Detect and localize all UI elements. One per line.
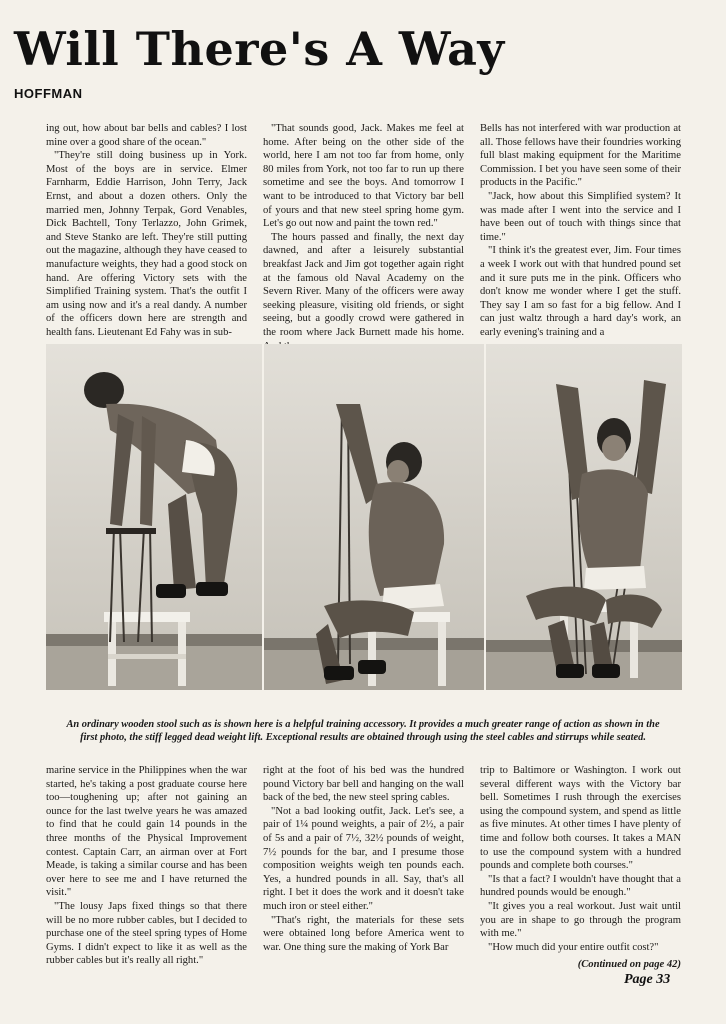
bottom-column-2 <box>263 764 464 972</box>
paragraph: "I think it's the greatest ever, Jim. Four times a week I work out with that hundred pound set and it sure puts me in the pink. Officers who don't know me wonder where I get the stuff. They say I am so fast for a big fellow. And I can just waltz through a hard day's work, an early evening's training and a <box>480 245 681 338</box>
top-column-3 <box>480 122 681 353</box>
seated-cables-illustration <box>486 344 682 690</box>
bottom-text-columns <box>46 764 682 972</box>
paragraph: trip to Baltimore or Washington. I work out several different ways with the Victory bar bell. Sometimes I rush through the exercises using the compound system, and spend as little as five minutes. At other times I have plenty of time and follow both courses. It takes a MAN to use the compound system with a hundred pounds and complete both courses." <box>480 765 681 872</box>
page-number: Page 33 <box>624 972 671 987</box>
paragraph: "That's right, the materials for these sets were obtained long before America went to war. One thing sure the making of York Bar <box>263 914 464 953</box>
continued-notice: (Continued on page 42) <box>577 959 681 971</box>
paragraph: ing out, how about bar bells and cables? I lost mine over a good share of the ocean." <box>46 123 247 148</box>
paragraph: "Jack, how about this Simplified system? It was made after I went into the service and I have been out of touch with things since that time." <box>480 190 681 243</box>
photo-strip <box>46 344 682 690</box>
paragraph: "It gives you a real workout. Just wait until you are in shape to go through the program with me." <box>480 900 681 940</box>
paragraph: "How much did your entire outfit cost?" <box>488 941 659 953</box>
paragraph: right at the foot of his bed was the hundred pound Victory bar bell and hanging on the wall back of the bed, the new steel spring cables. <box>263 765 464 804</box>
seated-press-illustration <box>264 344 484 690</box>
author-byline: HOFFMAN <box>14 86 83 101</box>
paragraph: "That sounds good, Jack. Makes me feel at home. After being on the other side of the world, here I am not too far from home, only 80 miles from York, not too far to run up there sometime and see the boys. And tomorrow I want to be introduced to that Victory bar bell of yours and that new steel spring home gym. Let's go out now and paint the town red." <box>263 123 464 230</box>
paragraph: "The lousy Japs fixed things so that there will be no more rubber cables, but I decided to purchase one of the steel spring types of Home Gyms. I didn't expect to like it as well as the rubber cables but it's really all right." <box>46 900 247 967</box>
paragraph: The hours passed and finally, the next day dawned, and after a leisurely substantial breakfast Jack and Jim got together again right at the famous old Naval Academy on the Severn River. Many of the officers were away seeking pleasure, visiting old friends, or sight seeing, but a goodly crowd were gathered in the room where Jack Burnett made his home. <box>263 231 464 338</box>
article-title: Will There's A Way <box>14 22 505 76</box>
paragraph: "Is that a fact? I wouldn't have thought that a hundred pounds would be enough." <box>480 873 681 899</box>
paragraph: "Not a bad looking outfit, Jack. Let's see, a pair of 1¼ pound weights, a pair of 2½, a pair of 5s and a pair of 7½, 32½ pounds of weight, 7½ pounds for the bar, and I presume those composition weights weigh ten pounds each. Yes, a hundred pounds in all. Say, that's all right. I bet it does the work and it doesn't take much iron or steel either." <box>263 805 464 912</box>
top-text-columns <box>46 122 682 353</box>
photo-caption: An ordinary wooden stool such as is shown here is a helpful training accessory. It provides a much greater range of action as shown in the first photo, the stiff legged dead weight lift. Exceptional results are obtained through using the steel cables and stirrups while seated. <box>66 719 660 743</box>
paragraph: "They're still doing business up in York. Most of the boys are in service. Elmer Farnharm, Eddie Harrison, John Terry, Jack Ernst, and about a dozen others. Only the married men, Johnny Terpak, Gord Venables, Dick Bachtell, Tony Terlazzo, John Grimek, and Steve Stanko are left. They're still putting out the magazine, although they have ceased to manufacture weights, they had a good stock on hand. Are offering Victory sets with the Simplified Training system. That's the outfit I am using now and it's a real dandy. A number of the officers down here are strength and health fans. Lieutenant Ed Fahy was in sub- <box>46 150 247 338</box>
paragraph: marine service in the Philippines when the war started, he's taking a post graduate course here too—toughening up; after not gaining an ounce for the last twelve years he was amazed to find that he could gain 14 pounds in the three months of the Physical Improvement contest. Captain Carr, an airman over at Fort Meade, is taking a similar course and has been over here to see me and I have returned the visit." <box>46 765 247 899</box>
bottom-column-1 <box>46 764 247 972</box>
photo-seated-cables <box>486 344 682 690</box>
photo-deadlift <box>46 344 262 690</box>
deadlift-illustration <box>46 344 262 690</box>
top-column-2 <box>263 122 464 353</box>
bottom-column-3 <box>480 764 681 972</box>
photo-seated-press <box>264 344 484 690</box>
paragraph: Bells has not interfered with war production at all. Those fellows have their foundries working full blast making equipment for the Maritime Commission. I bet you have seen some of their products in the Pacific." <box>480 123 681 189</box>
top-column-1 <box>46 122 247 353</box>
